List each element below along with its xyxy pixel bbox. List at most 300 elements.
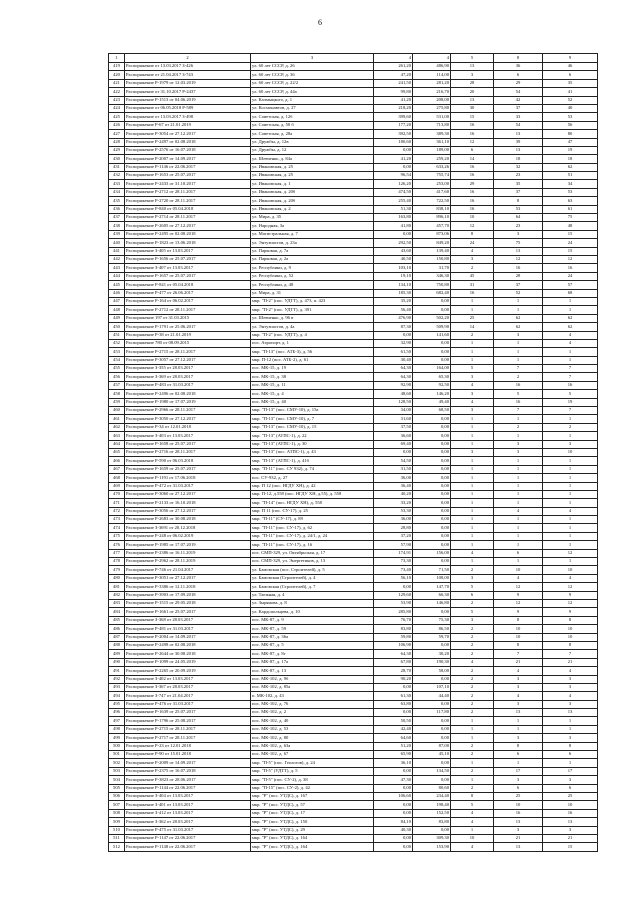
address-cell: мкр. "П-11" (пос. СУ-17), д. 24/1, д. 24 <box>251 532 374 540</box>
area-b-cell: 0,00 <box>413 490 451 498</box>
area-b-cell: 164,00 <box>413 365 451 373</box>
address-cell: ул. Республики, д. 9 <box>251 264 374 272</box>
address-cell: мкр. П 11 (пос. СУ-17), д. 25 <box>251 507 374 515</box>
address-cell: ул. Кардопольцева, д. 10 <box>251 608 374 616</box>
address-cell: мкр. "П-5" (пос. Геологов), д. 24 <box>251 759 374 767</box>
area-a-cell: 59,80 <box>374 633 413 641</box>
row-number-cell: 480 <box>109 574 125 582</box>
row-number-cell: 472 <box>109 507 125 515</box>
area-b-cell: 146,20 <box>413 390 451 398</box>
count-c-cell: 3 <box>543 700 598 708</box>
document-cell: Распоряжение Р-67 от 21.01.2019 <box>125 121 251 129</box>
area-a-cell: 92,90 <box>374 381 413 389</box>
count-c-cell: 1 <box>543 356 598 364</box>
area-a-cell: 0,00 <box>374 767 413 775</box>
count-c-cell: 62 <box>543 323 598 331</box>
document-cell: Распоряжение Р-2496 от 02.08.2018 <box>125 390 251 398</box>
count-b-cell: 54 <box>494 88 543 96</box>
area-a-cell: 0,00 <box>374 448 413 456</box>
count-c-cell: 17 <box>543 767 598 775</box>
row-number-cell: 449 <box>109 314 125 322</box>
document-cell: Распоряжение от 13.03.2017 З-498 <box>125 113 251 121</box>
area-a-cell: 64,60 <box>374 734 413 742</box>
count-a-cell: 8 <box>451 792 494 800</box>
address-cell: ул. Народная, 3а <box>251 222 374 230</box>
address-cell: ул. Шевченко, д. 84а <box>251 155 374 163</box>
area-a-cell: 87,30 <box>374 323 413 331</box>
area-a-cell: 99,80 <box>374 88 413 96</box>
area-b-cell: 83,80 <box>413 818 451 826</box>
table-row <box>109 759 598 767</box>
area-b-cell: 275,80 <box>413 104 451 112</box>
count-a-cell: 2 <box>451 767 494 775</box>
area-a-cell: 177,20 <box>374 121 413 129</box>
address-cell: ул. Энтузиастов, д. 4а <box>251 323 374 331</box>
area-b-cell: 722,50 <box>413 197 451 205</box>
count-b-cell: 1 <box>494 339 543 347</box>
row-number-cell: 443 <box>109 264 125 272</box>
count-b-cell: 3 <box>494 448 543 456</box>
row-number-cell: 494 <box>109 692 125 700</box>
table-row <box>109 172 598 180</box>
count-c-cell: 52 <box>543 96 598 104</box>
area-b-cell: 147,70 <box>413 583 451 591</box>
area-b-cell: 0,00 <box>413 457 451 465</box>
count-c-cell: 9 <box>543 608 598 616</box>
count-b-cell: 64 <box>494 214 543 222</box>
count-a-cell: 16 <box>451 163 494 171</box>
area-b-cell: 86,50 <box>413 625 451 633</box>
count-a-cell: 4 <box>451 809 494 817</box>
address-cell: ул. Ивановская, д. 20б <box>251 197 374 205</box>
table-row <box>109 717 598 725</box>
address-cell: пос. МК-15, д. 4 <box>251 390 374 398</box>
count-c-cell: 13 <box>543 818 598 826</box>
count-c-cell: 1 <box>543 725 598 733</box>
count-c-cell: 1 <box>543 306 598 314</box>
count-b-cell: 4 <box>494 667 543 675</box>
count-c-cell: 4 <box>543 667 598 675</box>
count-a-cell: 1 <box>451 717 494 725</box>
area-a-cell: 285,80 <box>374 608 413 616</box>
address-cell: ул. 60 лет СССР, д. 44а <box>251 88 374 96</box>
row-number-cell: 435 <box>109 197 125 205</box>
address-cell: мкр. "Р" (пос. УТДС), д. 164 <box>251 834 374 842</box>
address-cell: пос. МК-102, д. 9б <box>251 675 374 683</box>
document-cell: Распоряжение Р-1513 от 04.06.2019 <box>125 96 251 104</box>
table-row <box>109 230 598 238</box>
table-row <box>109 121 598 129</box>
document-cell: Распоряжение Р-2716 от 28.11.2017 <box>125 448 251 456</box>
table-row <box>109 474 598 482</box>
table-row <box>109 532 598 540</box>
address-cell: ул. Зырянова, д. 8 <box>251 600 374 608</box>
address-cell: мкр. "Р" (пос. УТДС), д. 17 <box>251 809 374 817</box>
count-c-cell: 10 <box>543 801 598 809</box>
count-c-cell: 1 <box>543 482 598 490</box>
area-a-cell: 42,40 <box>374 725 413 733</box>
row-number-cell: 507 <box>109 801 125 809</box>
row-number-cell: 485 <box>109 616 125 624</box>
area-b-cell: 216,70 <box>413 88 451 96</box>
table-row <box>109 742 598 750</box>
document-cell: Распоряжение Р-1985 от 17.07.2019 <box>125 541 251 549</box>
table-row <box>109 792 598 800</box>
row-number-cell: 510 <box>109 826 125 834</box>
area-b-cell: 0,00 <box>413 474 451 482</box>
table-row <box>109 381 598 389</box>
count-a-cell: 45 <box>451 272 494 280</box>
address-cell: мкр. "Р" (пос. УТДС), д. 150 <box>251 818 374 826</box>
count-b-cell: 16 <box>494 264 543 272</box>
address-cell: мкр. П 12 (пос. НГДУ ХН), д. 42 <box>251 482 374 490</box>
count-b-cell: 33 <box>494 113 543 121</box>
count-a-cell: 13 <box>451 96 494 104</box>
count-a-cell: 1 <box>451 507 494 515</box>
count-b-cell: 1 <box>494 457 543 465</box>
count-c-cell: 40 <box>543 104 598 112</box>
document-cell: Распоряжение Р-2386 от 16.11.2019 <box>125 549 251 557</box>
table-row <box>109 348 598 356</box>
count-c-cell: 12 <box>543 583 598 591</box>
count-b-cell: 3 <box>494 734 543 742</box>
area-a-cell: 41,80 <box>374 222 413 230</box>
document-cell: Распоряжение Р-2007 от 14.09.2017 <box>125 155 251 163</box>
row-number-cell: 436 <box>109 205 125 213</box>
count-a-cell: 16 <box>451 197 494 205</box>
count-b-cell: 1 <box>494 432 543 440</box>
area-b-cell: 92,50 <box>413 381 451 389</box>
area-b-cell: 253,00 <box>413 180 451 188</box>
address-cell: пос. МК-15, д. 38 <box>251 373 374 381</box>
table-row <box>109 826 598 834</box>
area-b-cell: 531,00 <box>413 113 451 121</box>
count-a-cell: 6 <box>451 591 494 599</box>
row-number-cell: 493 <box>109 683 125 691</box>
count-c-cell: 13 <box>543 709 598 717</box>
document-cell: Распоряжение Р-2717 от 28.11.2017 <box>125 734 251 742</box>
area-b-cell: 0,00 <box>413 448 451 456</box>
count-a-cell: 16 <box>451 188 494 196</box>
count-a-cell: 5 <box>451 801 494 809</box>
row-number-cell: 444 <box>109 272 125 280</box>
row-number-cell: 490 <box>109 658 125 666</box>
count-a-cell: 1 <box>451 432 494 440</box>
count-b-cell: 1 <box>494 717 543 725</box>
area-a-cell: 56,10 <box>374 574 413 582</box>
address-cell: мкр. "П-13" (пос. СМУ-10), д. 15а <box>251 407 374 415</box>
document-cell: Распоряжение З-405 от 13.03.2017 <box>125 247 251 255</box>
count-c-cell: 48 <box>543 222 598 230</box>
count-b-cell: 8 <box>494 742 543 750</box>
row-number-cell: 509 <box>109 818 125 826</box>
count-a-cell: 20 <box>451 88 494 96</box>
document-cell: Распоряжение Р-475 от 31.03.2017 <box>125 826 251 834</box>
count-a-cell: 12 <box>451 138 494 146</box>
document-cell: Распоряжение 197 от 31.03.2015 <box>125 314 251 322</box>
count-c-cell: 25 <box>543 792 598 800</box>
count-a-cell: 2 <box>451 751 494 759</box>
document-cell: Распоряжение Р-1979 от 12.03.2019 <box>125 79 251 87</box>
row-number-cell: 451 <box>109 331 125 339</box>
table-row <box>109 281 598 289</box>
area-a-cell: 0,00 <box>374 784 413 792</box>
area-a-cell: 73,30 <box>374 558 413 566</box>
area-a-cell: 185,30 <box>374 289 413 297</box>
area-b-cell: 389,30 <box>413 130 451 138</box>
document-cell: Распоряжение З-747 от 21.04.2017 <box>125 692 251 700</box>
address-cell: мкр. "П-11" (пос. СУ-17), д. 62 <box>251 524 374 532</box>
area-a-cell: 40,20 <box>374 490 413 498</box>
area-a-cell: 64,30 <box>374 650 413 658</box>
table-row <box>109 247 598 255</box>
row-number-cell: 491 <box>109 667 125 675</box>
table-header <box>109 54 598 63</box>
table-row <box>109 591 598 599</box>
column-header: 2 <box>125 54 251 63</box>
row-number-cell: 433 <box>109 180 125 188</box>
row-number-cell: 419 <box>109 63 125 71</box>
table-row <box>109 323 598 331</box>
count-c-cell: 1 <box>543 524 598 532</box>
row-number-cell: 481 <box>109 583 125 591</box>
count-a-cell: 1 <box>451 499 494 507</box>
document-cell: Распоряжение З-368 от 28.03.2017 <box>125 616 251 624</box>
count-b-cell: 13 <box>494 709 543 717</box>
row-number-cell: 497 <box>109 717 125 725</box>
document-cell: Распоряжение З-407 от 13.03.2017 <box>125 264 251 272</box>
document-cell: Распоряжение Р-1656 от 25.07.2017 <box>125 255 251 263</box>
count-c-cell: 4 <box>543 692 598 700</box>
count-c-cell: 1 <box>543 532 598 540</box>
area-b-cell: 873,06 <box>413 230 451 238</box>
row-number-cell: 434 <box>109 188 125 196</box>
row-number-cell: 501 <box>109 751 125 759</box>
area-b-cell: 486,90 <box>413 63 451 71</box>
document-cell: Распоряжение Р-2966 от 28.11.2017 <box>125 407 251 415</box>
table-row <box>109 457 598 465</box>
count-a-cell: 10 <box>451 834 494 842</box>
area-b-cell: 0,00 <box>413 608 451 616</box>
count-c-cell: 62 <box>543 314 598 322</box>
count-b-cell: 52 <box>494 289 543 297</box>
area-a-cell: 255,40 <box>374 197 413 205</box>
document-cell: Распоряжение З-401 от 13.03.2017 <box>125 801 251 809</box>
row-number-cell: 470 <box>109 490 125 498</box>
row-number-cell: 511 <box>109 834 125 842</box>
table-row <box>109 465 598 473</box>
document-cell: Распоряжение Р-476 от 31.03.2017 <box>125 700 251 708</box>
document-cell: Распоряжение Р-483 от 31.03.2017 <box>125 381 251 389</box>
count-a-cell: 16 <box>451 205 494 213</box>
document-cell: Распоряжение Р-1146 от 22.06.2017 <box>125 163 251 171</box>
area-b-cell: 838,10 <box>413 205 451 213</box>
count-b-cell: 12 <box>494 600 543 608</box>
row-number-cell: 506 <box>109 792 125 800</box>
count-a-cell: 1 <box>451 440 494 448</box>
count-c-cell: 1 <box>543 465 598 473</box>
column-header: 9 <box>543 54 598 63</box>
document-cell: Распоряжение Р-164 от 06.02.2017 <box>125 297 251 305</box>
row-number-cell: 474 <box>109 524 125 532</box>
row-number-cell: 478 <box>109 558 125 566</box>
count-a-cell: 13 <box>451 63 494 71</box>
area-a-cell: 106,90 <box>374 641 413 649</box>
row-number-cell: 465 <box>109 448 125 456</box>
count-b-cell: 12 <box>494 255 543 263</box>
table-row <box>109 683 598 691</box>
address-cell: мкр. "П-5" (пос. СУ-2), д. 38 <box>251 776 374 784</box>
count-a-cell: 1 <box>451 759 494 767</box>
count-b-cell: 32 <box>494 163 543 171</box>
document-cell: Распоряжение З-404 от 13.03.2017 <box>125 792 251 800</box>
count-b-cell: 3 <box>494 683 543 691</box>
count-b-cell: 13 <box>494 146 543 154</box>
area-a-cell: 129,60 <box>374 591 413 599</box>
count-b-cell: 23 <box>494 222 543 230</box>
address-cell: ул. 60 лет СССР, д. 26 <box>251 63 374 71</box>
count-b-cell: 8 <box>494 197 543 205</box>
document-cell: Распоряжение 780 от 08.09.2015 <box>125 339 251 347</box>
address-cell: пос. МК-87, д. 17а <box>251 658 374 666</box>
area-a-cell: 53,90 <box>374 600 413 608</box>
count-c-cell: 24 <box>543 239 598 247</box>
area-b-cell: 633,26 <box>413 163 451 171</box>
table-row <box>109 776 598 784</box>
count-c-cell: 1 <box>543 558 598 566</box>
address-cell: ул. Советская, д. 12б <box>251 113 374 121</box>
area-a-cell: 399,60 <box>374 113 413 121</box>
row-number-cell: 502 <box>109 759 125 767</box>
row-number-cell: 421 <box>109 79 125 87</box>
table-row <box>109 264 598 272</box>
address-cell: пос. Аэропорт, д. 1 <box>251 339 374 347</box>
count-a-cell: 1 <box>451 356 494 364</box>
count-c-cell: 35 <box>543 79 598 87</box>
count-a-cell: 4 <box>451 247 494 255</box>
area-a-cell: 41,20 <box>374 96 413 104</box>
document-cell: Распоряжение Р-3060 от 27.12.2017 <box>125 490 251 498</box>
count-c-cell: 5 <box>543 390 598 398</box>
area-b-cell: 234,40 <box>413 792 451 800</box>
count-b-cell: 6 <box>494 71 543 79</box>
count-b-cell: 1 <box>494 499 543 507</box>
count-b-cell: 1 <box>494 541 543 549</box>
area-b-cell: 755,74 <box>413 172 451 180</box>
area-b-cell: 156,00 <box>413 549 451 557</box>
document-cell: Распоряжение Р-90 от 15.01.2018 <box>125 751 251 759</box>
row-number-cell: 429 <box>109 146 125 154</box>
area-b-cell: 30,20 <box>413 650 451 658</box>
document-cell: Распоряжение Р-2495 от 02.08.2018 <box>125 230 251 238</box>
address-cell: пос. МК-87, д. 13 <box>251 667 374 675</box>
count-b-cell: 37 <box>494 281 543 289</box>
area-a-cell: 90,20 <box>374 675 413 683</box>
count-b-cell: 3 <box>494 700 543 708</box>
count-b-cell: 3 <box>494 776 543 784</box>
area-b-cell: 134,50 <box>413 767 451 775</box>
area-a-cell: 241,50 <box>374 79 413 87</box>
count-b-cell: 7 <box>494 407 543 415</box>
address-cell: ул. Энтузиастов, д. 23а <box>251 239 374 247</box>
row-number-cell: 486 <box>109 625 125 633</box>
address-cell: ул. Республики, д. 52 <box>251 272 374 280</box>
address-cell: пос. МК-15, д. 19 <box>251 365 374 373</box>
address-cell: мкр. "П-13" (пос. СМУ-10), д. 7 <box>251 415 374 423</box>
area-a-cell: 31,60 <box>374 415 413 423</box>
area-a-cell: 48,60 <box>374 390 413 398</box>
count-b-cell: 6 <box>494 751 543 759</box>
address-cell: мкр. "П-13" (пос. СМУ-10), д. 15 <box>251 423 374 431</box>
row-number-cell: 447 <box>109 297 125 305</box>
row-number-cell: 489 <box>109 650 125 658</box>
address-cell: мкр. "П-11" (пос. СУ 932), д. 74 <box>251 465 374 473</box>
count-c-cell: 53 <box>543 113 598 121</box>
address-cell: пос. СУ-932, д. 27 <box>251 474 374 482</box>
table-row <box>109 88 598 96</box>
count-a-cell: 3 <box>451 448 494 456</box>
address-cell: мкр. "Р" (пос. УТДС), д. 167 <box>251 792 374 800</box>
count-b-cell: 1 <box>494 759 543 767</box>
table-row <box>109 205 598 213</box>
address-cell: мкр. "Р" (пос. УТДС), д. 29 <box>251 826 374 834</box>
row-number-cell: 437 <box>109 214 125 222</box>
row-number-cell: 462 <box>109 423 125 431</box>
row-number-cell: 424 <box>109 104 125 112</box>
count-c-cell: 16 <box>543 381 598 389</box>
area-a-cell: 19,10 <box>374 272 413 280</box>
count-a-cell: 1 <box>451 725 494 733</box>
area-b-cell: 417,60 <box>413 188 451 196</box>
row-number-cell: 504 <box>109 776 125 784</box>
document-cell: Распоряжение Р-3050 от 27.12.2017 <box>125 415 251 423</box>
area-a-cell: 43,60 <box>374 247 413 255</box>
row-number-cell: 461 <box>109 415 125 423</box>
row-number-cell: 438 <box>109 222 125 230</box>
document-cell: Распоряжение Р-2605 от 27.12.2017 <box>125 222 251 230</box>
count-c-cell: 19 <box>543 146 598 154</box>
row-number-cell: 483 <box>109 600 125 608</box>
document-cell: Распоряжение Р-3051 от 27.12.2017 <box>125 574 251 582</box>
count-b-cell: 9 <box>494 608 543 616</box>
document-cell: Распоряжение Р-1144 от 22.06.2017 <box>125 784 251 792</box>
row-number-cell: 477 <box>109 549 125 557</box>
row-number-cell: 475 <box>109 532 125 540</box>
row-number-cell: 440 <box>109 239 125 247</box>
address-cell: пос. МК-87, д. 5 <box>251 641 374 649</box>
row-number-cell: 505 <box>109 784 125 792</box>
address-cell: пос. МК-102, д. 76 <box>251 700 374 708</box>
count-a-cell: 1 <box>451 348 494 356</box>
document-cell: Распоряжение Р-248 от 06.02.2019 <box>125 532 251 540</box>
count-c-cell: 1 <box>543 541 598 549</box>
area-b-cell: 0,00 <box>413 465 451 473</box>
count-a-cell: 15 <box>451 113 494 121</box>
document-cell: Распоряжение З-367 от 28.03.2017 <box>125 683 251 691</box>
document-cell: Распоряжение Р-3903 от 17.09.2018 <box>125 591 251 599</box>
count-a-cell: 2 <box>451 264 494 272</box>
count-a-cell: 1 <box>451 474 494 482</box>
area-a-cell: 32,90 <box>374 339 413 347</box>
document-cell: Распоряжение Р-472 от 31.03.2017 <box>125 482 251 490</box>
table-row <box>109 650 598 658</box>
row-number-cell: 473 <box>109 516 125 524</box>
area-b-cell: 150,80 <box>413 255 451 263</box>
address-cell: мкр. "П-15" (пос. СУ-2), д. 42 <box>251 784 374 792</box>
area-a-cell: 218,20 <box>374 104 413 112</box>
address-cell: ул. Советская, д. 50 б <box>251 121 374 129</box>
table-row <box>109 558 598 566</box>
